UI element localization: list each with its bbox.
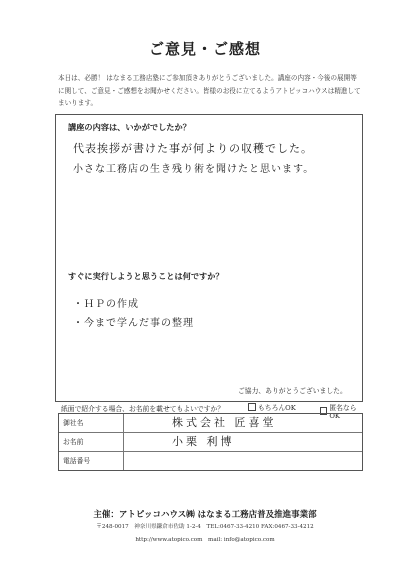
sponsor-line: 主催：アトピッコハウス㈱ はなまる工務店普及推進事業部 bbox=[93, 510, 317, 520]
consent-option-ok-label: もちろんOK bbox=[258, 404, 296, 412]
handwritten-answer: ・ＨＰの作成 bbox=[73, 299, 139, 310]
consent-option-anonymous-label: 匿名ならOK bbox=[329, 404, 357, 420]
handwritten-answer: ・今まで学んだ事の整理 bbox=[73, 318, 194, 329]
respondent-info-table bbox=[58, 413, 363, 471]
address-line: 〒248-0017 神奈川県鎌倉市佐助 1-2-4 TEL:0467-33-4210 FAX:0467-33-4212 bbox=[96, 524, 314, 530]
table-row bbox=[59, 452, 362, 470]
consent-row bbox=[58, 401, 363, 420]
name-field[interactable] bbox=[124, 433, 362, 451]
question-action-plan: すぐに実行しようと思うことは何ですか？ bbox=[68, 271, 224, 281]
name-label: お名前 bbox=[59, 433, 124, 451]
question-course-content: 講座の内容は、いかがでしたか？ bbox=[68, 122, 191, 132]
company-label: 御社名 bbox=[59, 414, 124, 432]
phone-field[interactable] bbox=[124, 452, 362, 470]
company-field[interactable] bbox=[124, 414, 362, 432]
company-value: 株式会社 匠喜堂 bbox=[172, 416, 277, 429]
thanks-note: ご協力、ありがとうございました。 bbox=[238, 387, 347, 395]
feedback-frame bbox=[55, 114, 363, 402]
consent-option-ok[interactable] bbox=[248, 402, 296, 412]
intro-text: 本日は、必勝！ はなまる工務店塾にご参加頂きありがとうございました。講座の内容・今後の展開等に関して、ご意見・ご感想をお聞かせください。皆様のお役に立てるようアトピッコハウスは精進してまいります。 bbox=[58, 74, 361, 107]
handwritten-answer: 代表挨拶が書けた事が何よりの収穫でした。 bbox=[73, 142, 313, 155]
checkbox-icon[interactable] bbox=[248, 403, 256, 411]
table-row bbox=[59, 433, 362, 452]
page-title: ご意見・ご感想 bbox=[148, 40, 261, 58]
table-row bbox=[59, 414, 362, 433]
handwritten-answer: 小さな工務店の生き残り術を聞けたと思います。 bbox=[73, 164, 315, 175]
consent-question: 紙面で紹介する場合、お名前を載せてもよいですか？ bbox=[61, 405, 225, 413]
phone-label: 電話番号 bbox=[59, 452, 124, 470]
contact-web-line: http://www.atopico.com mail: info@atopico.com bbox=[135, 537, 275, 543]
name-value: 小栗 利博 bbox=[172, 435, 235, 448]
